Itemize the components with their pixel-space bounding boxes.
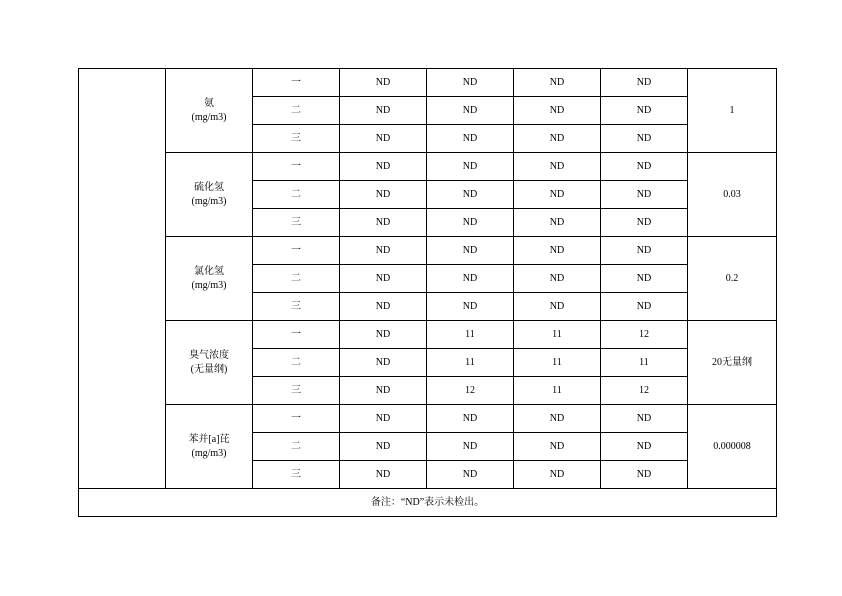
note-text: 备注：“ND”表示未检出。	[79, 489, 777, 517]
pollutant-unit: (mg/m3)	[191, 447, 227, 459]
value-cell: ND	[427, 97, 514, 125]
value-cell: ND	[514, 293, 601, 321]
value-cell: ND	[340, 69, 427, 97]
value-cell: ND	[340, 97, 427, 125]
value-cell: ND	[601, 293, 688, 321]
period-cell: 三	[253, 461, 340, 489]
value-cell: ND	[601, 153, 688, 181]
value-cell: ND	[601, 461, 688, 489]
value-cell: ND	[340, 293, 427, 321]
value-cell: ND	[340, 265, 427, 293]
value-cell: ND	[514, 153, 601, 181]
value-cell: ND	[514, 97, 601, 125]
value-cell: ND	[340, 181, 427, 209]
value-cell: ND	[601, 69, 688, 97]
value-cell: ND	[340, 433, 427, 461]
period-cell: 二	[253, 349, 340, 377]
value-cell: ND	[514, 181, 601, 209]
value-cell: ND	[514, 69, 601, 97]
value-cell: ND	[514, 209, 601, 237]
monitoring-results-table	[78, 68, 777, 517]
value-cell: ND	[427, 265, 514, 293]
value-cell: ND	[427, 405, 514, 433]
value-cell: ND	[340, 237, 427, 265]
value-cell: ND	[427, 461, 514, 489]
value-cell: ND	[601, 125, 688, 153]
note-row	[79, 489, 777, 517]
pollutant-unit: (无量纲)	[190, 363, 228, 375]
period-cell: 三	[253, 293, 340, 321]
value-cell: ND	[514, 237, 601, 265]
value-cell: ND	[514, 265, 601, 293]
period-cell: 二	[253, 97, 340, 125]
value-cell: ND	[601, 265, 688, 293]
value-cell: 11	[514, 321, 601, 349]
limit-cell: 0.000008	[688, 405, 777, 489]
limit-cell: 1	[688, 69, 777, 153]
value-cell: ND	[340, 377, 427, 405]
period-cell: 三	[253, 125, 340, 153]
pollutant-cell	[166, 153, 253, 237]
limit-cell: 0.2	[688, 237, 777, 321]
period-cell: 一	[253, 321, 340, 349]
pollutant-cell	[166, 237, 253, 321]
value-cell: ND	[601, 181, 688, 209]
value-cell: ND	[427, 181, 514, 209]
table-body	[79, 69, 777, 517]
value-cell: ND	[427, 237, 514, 265]
value-cell: 12	[601, 321, 688, 349]
value-cell: ND	[340, 153, 427, 181]
period-cell: 二	[253, 181, 340, 209]
table-row	[79, 321, 777, 349]
value-cell: ND	[340, 209, 427, 237]
pollutant-cell	[166, 321, 253, 405]
value-cell: 11	[427, 321, 514, 349]
period-cell: 一	[253, 405, 340, 433]
pollutant-cell	[166, 405, 253, 489]
value-cell: ND	[340, 405, 427, 433]
pollutant-name: 硫化氢	[194, 181, 224, 193]
pollutant-unit: (mg/m3)	[191, 279, 227, 291]
value-cell: ND	[514, 433, 601, 461]
value-cell: 11	[514, 377, 601, 405]
period-cell: 一	[253, 153, 340, 181]
value-cell: ND	[340, 125, 427, 153]
period-cell: 二	[253, 265, 340, 293]
table-row	[79, 153, 777, 181]
value-cell: ND	[601, 433, 688, 461]
pollutant-name: 苯并[a]芘	[188, 433, 230, 445]
pollutant-name: 臭气浓度	[189, 349, 229, 361]
value-cell: ND	[427, 209, 514, 237]
limit-cell: 0.03	[688, 153, 777, 237]
value-cell: ND	[427, 153, 514, 181]
value-cell: ND	[340, 349, 427, 377]
value-cell: ND	[601, 405, 688, 433]
pollutant-name: 氯化氢	[194, 265, 224, 277]
value-cell: ND	[427, 125, 514, 153]
period-cell: 三	[253, 377, 340, 405]
pollutant-unit: (mg/m3)	[191, 111, 227, 123]
value-cell: 11	[514, 349, 601, 377]
table-row	[79, 237, 777, 265]
value-cell: ND	[340, 461, 427, 489]
sampling-point-cell	[79, 69, 166, 489]
period-cell: 一	[253, 237, 340, 265]
period-cell: 二	[253, 433, 340, 461]
value-cell: ND	[514, 125, 601, 153]
value-cell: ND	[427, 293, 514, 321]
value-cell: ND	[514, 405, 601, 433]
limit-cell: 20无量纲	[688, 321, 777, 405]
value-cell: ND	[427, 69, 514, 97]
value-cell: ND	[427, 433, 514, 461]
value-cell: ND	[514, 461, 601, 489]
value-cell: ND	[340, 321, 427, 349]
value-cell: 12	[601, 377, 688, 405]
value-cell: 11	[427, 349, 514, 377]
pollutant-unit: (mg/m3)	[191, 195, 227, 207]
value-cell: ND	[601, 97, 688, 125]
pollutant-cell	[166, 69, 253, 153]
table-row	[79, 405, 777, 433]
value-cell: ND	[601, 237, 688, 265]
pollutant-name: 氨	[204, 97, 214, 109]
period-cell: 一	[253, 69, 340, 97]
value-cell: ND	[601, 209, 688, 237]
value-cell: 11	[601, 349, 688, 377]
period-cell: 三	[253, 209, 340, 237]
value-cell: 12	[427, 377, 514, 405]
table-row	[79, 69, 777, 97]
